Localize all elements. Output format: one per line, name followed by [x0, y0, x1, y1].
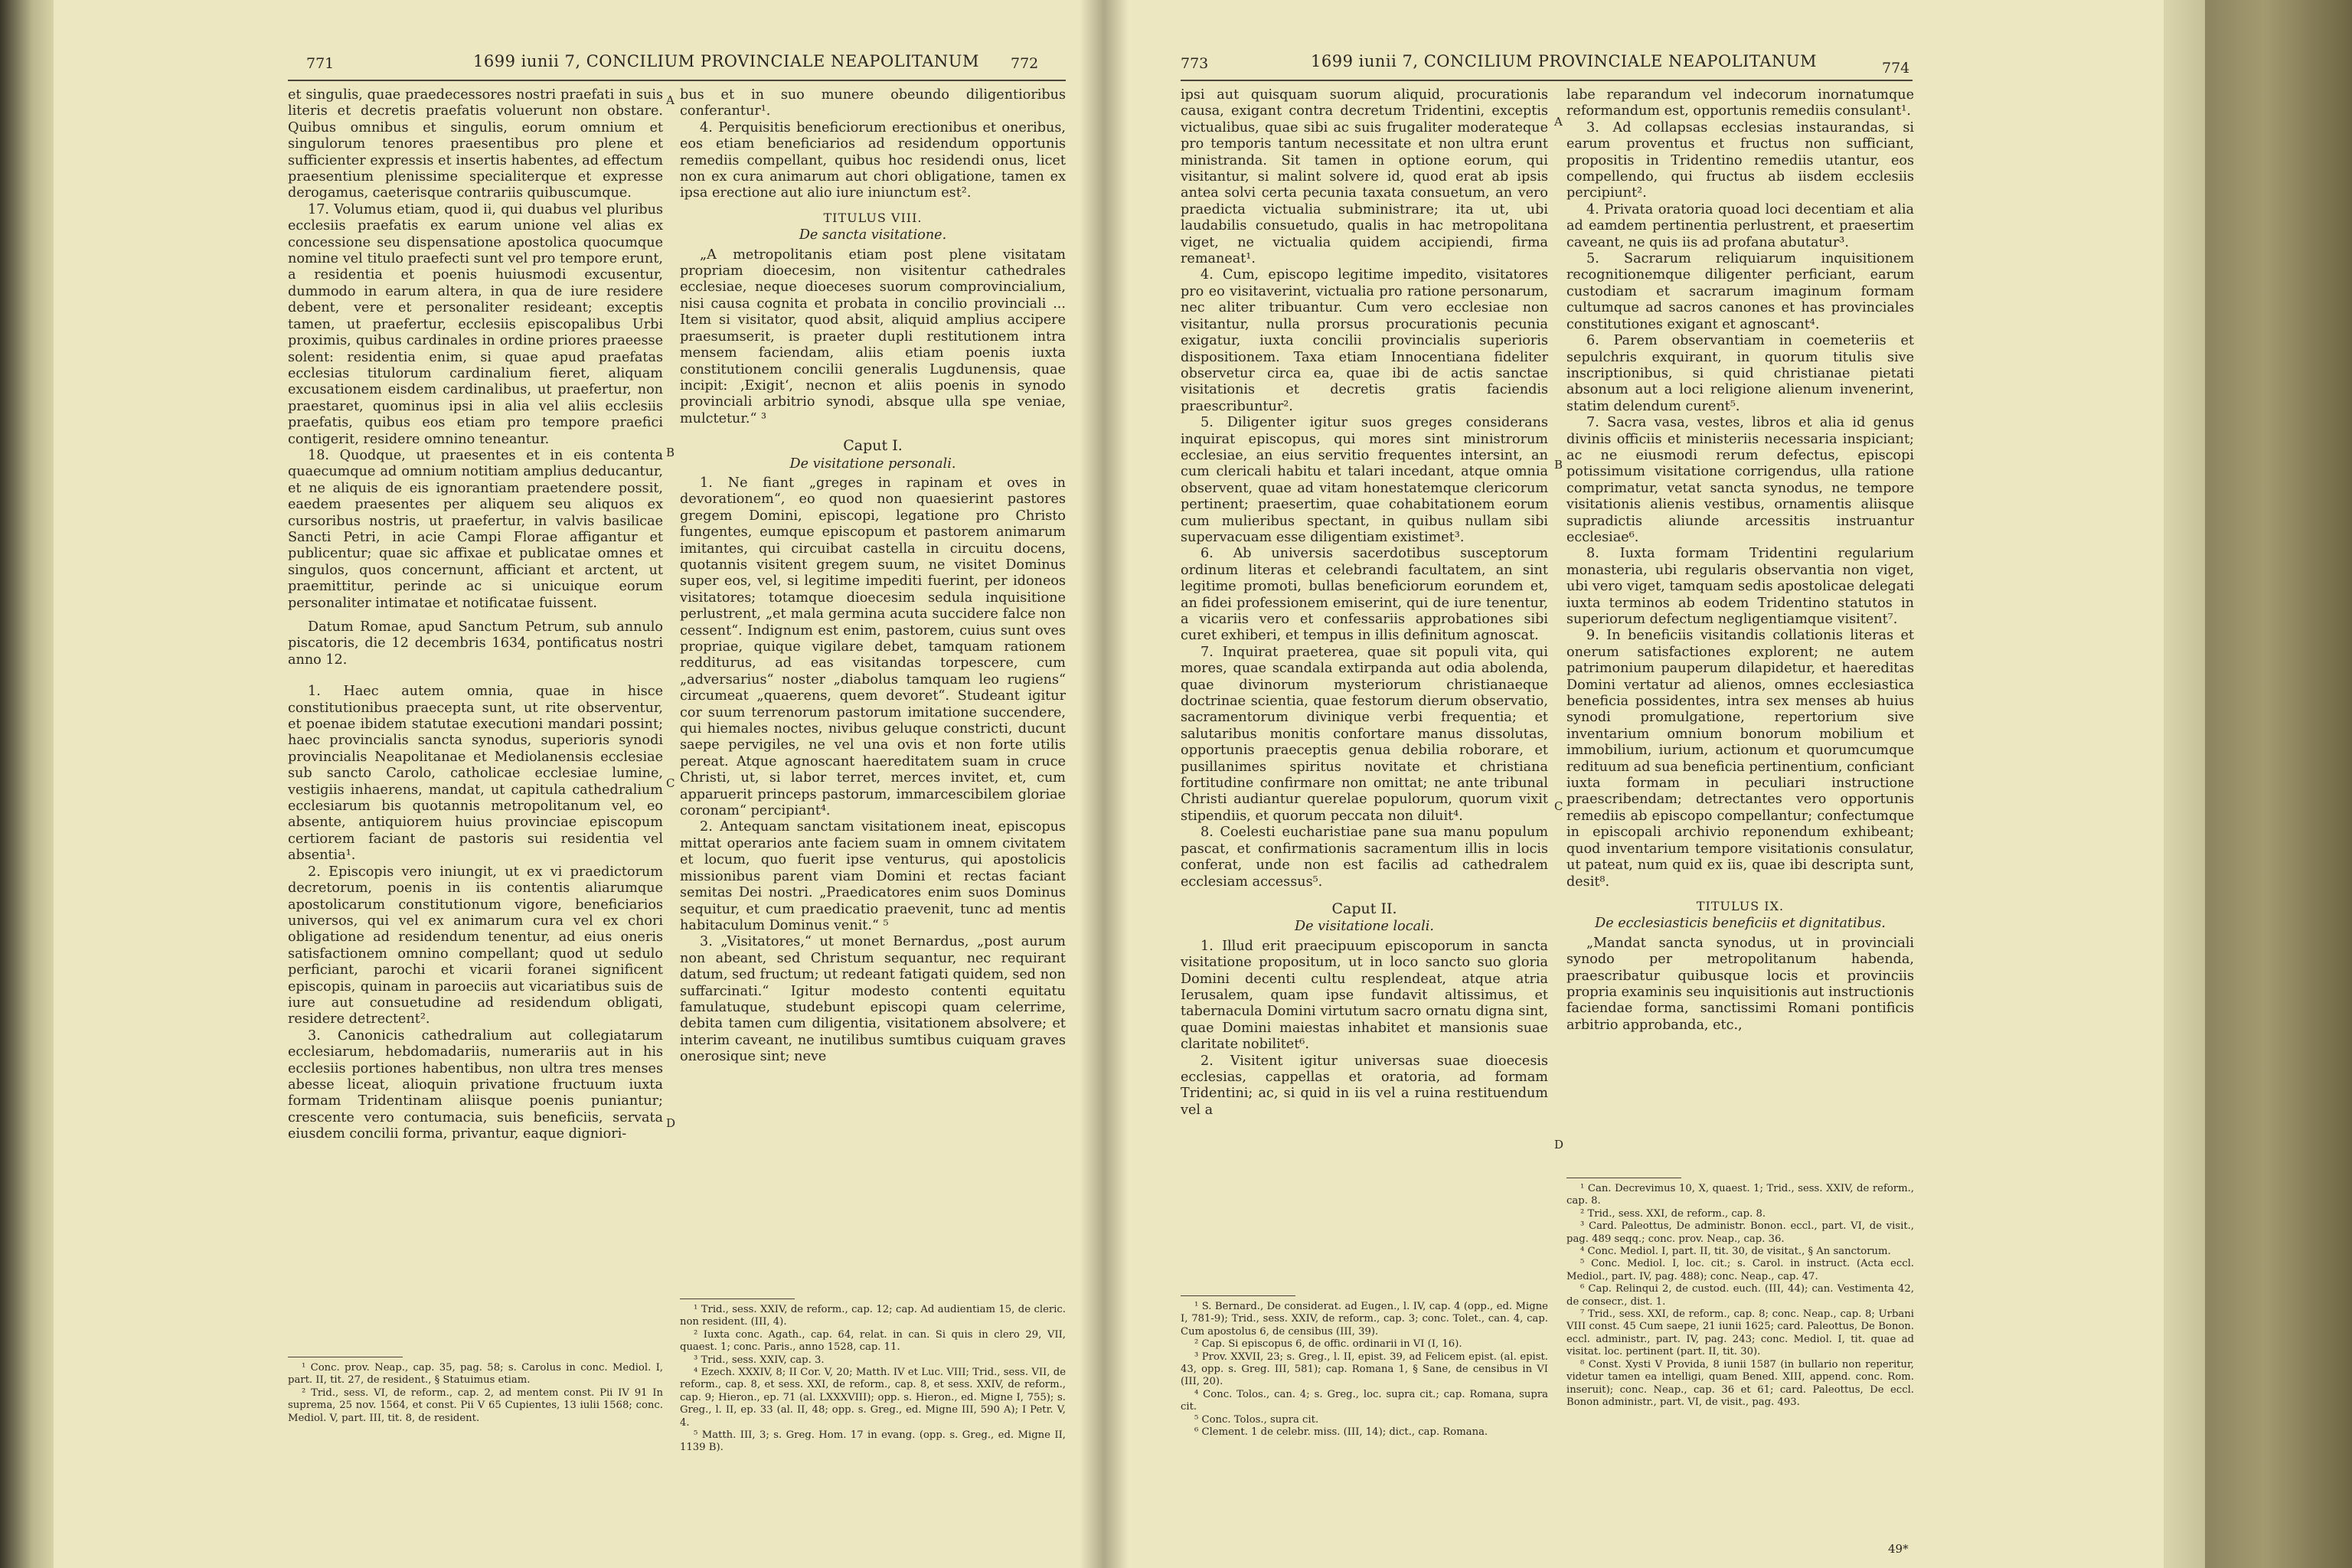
paragraph: 6. Parem observantiam in coemeteriis et sepulchris exquirant, in quorum titulis sive inscriptionibus, si quid christianae pietati absonum aut a loci religione alienum invenerint, statim delendum curent⁵. [1566, 333, 1914, 414]
paragraph: 7. Inquirat praeterea, quae sit populi vita, qui mores, quae scandala extirpanda aut odia abolenda, quae divinorum mysteriorum christianaeque doctrinae scientia, quae festorum dierum observatio, sacramentorum divinique verbi frequentia; et salutaribus monitis confortare manus dissolutas, opportunis praeceptis genua debilia roborare, et pusillanimes spiritus novitate et christiana fortitudine confirmare non omittat; ne ante tribunal Christi audiantur querelae populorum, quorum vixit stipendiis, et quorum peccata non diluit⁴. [1181, 644, 1548, 824]
margin-letter: D [1554, 1138, 1564, 1152]
paragraph: 2. Visitent igitur universas suae dioecesis ecclesias, cappellas et oratoria, ad formam Tridentini; ac, si quid in iis vel a ruina restituendum vel a [1181, 1053, 1548, 1118]
footnote: ¹ Conc. prov. Neap., cap. 35, pag. 58; s. Carolus in conc. Mediol. I, part. II, tit. 27, de resident., § Statuimus etiam. [288, 1362, 663, 1387]
chapter-subtitle: De visitatione personali. [789, 456, 956, 472]
paragraph: „Mandat sancta synodus, ut in provinciali synodo per metropolitanum habenda, praescribatur quibusque locis et provinciis propria examinis seu inquisitionis aut instructionis faciendae forma, sanctissimi Romani pontificis arbitrio approbanda, etc., [1566, 935, 1914, 1033]
paragraph: 6. Ab universis sacerdotibus susceptorum ordinum literas et celebrandi facultatem, an sint legitime promoti, bullas beneficiorum eorundem et, an fidei professionem emiserint, qui de iure tenentur, a vicariis vero et confessariis approbationes sibi curet exhiberi, et tempus in illis definitum agnoscat. [1181, 546, 1548, 644]
footnotes-left [1181, 1295, 1548, 1439]
margin-letter: C [1554, 799, 1563, 813]
paragraph: 9. In beneficiis visitandis collationis literas et onerum satisfactiones explorent; ne autem patrimonium pauperum dilapidetur, et haereditas Domini vertatur ad alienos, omnes ecclesiastica beneficia possidentes, intra sex menses ab huius synodi promulgatione, repertorium sive inventarium omnium bonorum mobilium et immobilium, iurium, actionum et quorumcumque redituum ad sua beneficia pertinentium, conficiant iuxta formam in peculiari instructione praescribendam; detrectantes vero opportunis remediis ab episcopo compellantur; confectumque in episcopali archivio reponendum exhibeant; quod inventarium tempore visitationis consulatur, ut pateat, num quid ex iis, quae ibi descripta sunt, desit⁸. [1566, 628, 1914, 890]
margin-letter: A [1554, 115, 1563, 129]
paragraph: et singulis, quae praedecessores nostri praefati in suis literis et decretis praefatis voluerunt non obstare. Quibus omnibus et singulis, eorum omnium et singulorum tenores praesentibus pro plene et sufficienter expressis et insertis habentes, ad effectum praesentium plenissime specialiterque et expresse derogamus, caeterisque contrariis quibuscumque. [288, 87, 663, 201]
footnote: ⁵ Conc. Tolos., supra cit. [1194, 1413, 1319, 1426]
footnote: ³ Trid., sess. XXIV, cap. 3. [694, 1354, 825, 1366]
book-gutter [1080, 0, 1129, 1568]
header-rule [1181, 80, 1913, 81]
footnote: ² Cap. Si episcopus 6, de offic. ordinarii in VI (I, 16). [1194, 1338, 1462, 1351]
column-right [1566, 87, 1914, 1034]
paragraph: 3. Canonicis cathedralium aut collegiatarum ecclesiarum, hebdomadariis, numerariis aut in his ecclesiis portiones habentibus, non ultra tres menses abesse liceat, alioquin privatione fructuum iuxta formam Tridentinam aliisque poenis puniantur; crescente vero contumacia, suis beneficiis, servata eiusdem concilii forma, privantur, eaque digniori- [288, 1027, 663, 1142]
paragraph: 3. Ad collapsas ecclesias instaurandas, si earum proventus et fructus non sufficiant, propositis in Tridentino remediis utantur, eos compellendo, qui fructus ab iisdem ecclesiis percipiunt². [1566, 119, 1914, 201]
footnote: ⁸ Const. Xysti V Provida, 8 iunii 1587 (in bullario non reperitur, videtur tamen ea intelligi, quam Bened. XIII, append. conc. Rom. inseruit); conc. Neap., cap. 36 et 61; card. Paleottus, De eccl. Bonon administr., part. VI, de visit., pag. 493. [1566, 1358, 1914, 1408]
footnotes-right [680, 1298, 1066, 1455]
paragraph: 1. Haec autem omnia, quae in hisce constitutionibus praecepta sunt, ut rite observentur, et poenae ibidem statutae executioni mandari possint; haec provincialis sancta synodus, superioris synodi provincialis Neapolitanae et Mediolanensis ecclesiae sub sancto Carolo, catholicae ecclesiae lumine, vestigiis inhaerens, mandat, ut capitula cathedralium ecclesiarum bis quotannis metropolitanum vel, eo absente, antiquiorem huius provinciae episcopum certiorem faciant de pastoris sui residentia vel absentia¹. [288, 684, 663, 864]
paragraph: 4. Cum, episcopo legitime impedito, visitatores pro eo visitaverint, victualia pro ratione personarum, nec aliter tribuantur. Cum vero ecclesiae non visitantur, nulla prorsus procurationis pecunia exigatur, iuxta concilii provincialis superioris dispositionem. Taxa etiam Innocentiana fideliter observetur circa ea, quae ibi de actis sanctae visitationis et decretis gratis faciendis praescribuntur². [1181, 267, 1548, 414]
footnote: ⁶ Cap. Relinqui 2, de custod. euch. (III, 44); can. Vestimenta 42, de consecr., dist. 1. [1566, 1283, 1914, 1308]
paragraph: 2. Episcopis vero iniungit, ut ex vi praedictorum decretorum, poenis in iis contentis aliarumque apostolicarum constitutionum vigore, beneficiarios universos, qui vel ex animarum cura vel ex chori obligatione ad residendum tenentur, ad eius oneris satisfactionem omnino compellant; quod ut sedulo perficiant, parochi et vicarii foranei significent episcopis, quinam in paroeciis aut vicariatibus suis de iure aut consuetudine ad residendum obligati, residere detrectent². [288, 864, 663, 1027]
footnote: ² Trid., sess. XXI, de reform., cap. 8. [1580, 1207, 1766, 1220]
paragraph: 17. Volumus etiam, quod ii, qui duabus vel pluribus ecclesiis praefatis ex earum unione vel alias ex concessione seu dispensatione apostolica quocumque nomine vel titulo praefecti sunt vel pro tempore erunt, a residentia et poenis huiusmodi excusentur, dummodo in earum altera, in qua de iure residere debent, vere et personaliter resideant; exceptis tamen, ut praefertur, ecclesiis episcopalibus Urbi proximis, quibus cardinales in ordine priores praeesse solent: residentia enim, si quae apud praefatas ecclesias titulorum cardinalium fieret, aliquam excusationem eisdem cardinalibus, ut praefertur, non praestaret, quominus ipsi in alia vel aliis ecclesiis praefatis, quibus eos etiam pro tempore praefici contigerit, residere omnino teneantur. [288, 201, 663, 447]
paragraph: 8. Coelesti eucharistiae pane sua manu populum pascat, et confirmationis sacramentum illis in locis conferat, unde non est facilis ad cathedralem ecclesiam accessus⁵. [1181, 825, 1548, 890]
footnote: ⁵ Conc. Mediol. I, loc. cit.; s. Carol. in instruct. (Acta eccl. Mediol., part. IV, pag. 488); conc. Neap., cap. 47. [1566, 1258, 1914, 1282]
book-edge-left [0, 0, 54, 1568]
paragraph: 1. Illud erit praecipuum episcoporum in sancta visitatione propositum, ut in loco sancto suo gloria Domini decenti cultu resplendeat, atque atria Ierusalem, quam ipse fundavit altissimus, et tabernacula Domini virtutum sacro ornatu digna sint, quae Domini maiestas inhabitet et mansionis suae claritate nobilitet⁶. [1181, 938, 1548, 1053]
margin-letter: B [1554, 458, 1563, 472]
paragraph: bus et in suo munere obeundo diligentioribus conferantur¹. [680, 87, 1066, 119]
paragraph: 8. Iuxta formam Tridentini regularium monasteria, ubi regularis observantia non viget, ubi vero viget, tamquam sedis apostolicae delegati iuxta terminos ab eodem Tridentino statutos in superiorum defectum negligentiamque visitent⁷. [1566, 546, 1914, 627]
margin-letter: D [666, 1116, 676, 1130]
right-page [1104, 0, 2164, 1568]
page-number: 771 [306, 55, 335, 72]
footnote: ⁶ Clement. 1 de celebr. miss. (III, 14); dict., cap. Romana. [1194, 1426, 1488, 1439]
chapter-title: Caput I. [843, 437, 903, 455]
footnote: ¹ Can. Decrevimus 10, X, quaest. 1; Trid., sess. XXIV, de reform., cap. 8. [1566, 1183, 1914, 1207]
column-left [288, 87, 663, 1143]
paragraph: 4. Privata oratoria quoad loci decentiam et alia ad eamdem pertinentia perlustrent, et praesertim caveant, ne quis iis ad profana abutatur³. [1566, 201, 1914, 250]
header-rule [288, 80, 1066, 81]
footnote: ² Iuxta conc. Agath., cap. 64, relat. in can. Si quis in clero 29, VII, quaest. 1; conc. Paris., anno 1528, cap. 11. [680, 1328, 1066, 1354]
footnote: ³ Prov. XXVII, 23; s. Greg., l. II, epist. 39, ad Felicem epist. (al. epist. 43, opp. s. Greg. III, 581); cap. Romana 1, § Sane, de censibus in VI (III, 20). [1181, 1351, 1548, 1388]
paragraph: 5. Diligenter igitur suos greges considerans inquirat episcopus, qui mores sint ministrorum ecclesiae, an eius servitio frequentes intersint, an cum clericali habitu et talari incedant, atque omnia observent, quae ad vitam honestatemque clericorum pertinent; praesertim, quae cohabitationem eorum cum mulieribus spectant, in quibus nullam sibi supervacuam esse diligentiam existimet³. [1181, 415, 1548, 545]
footnote: ² Trid., sess. VI, de reform., cap. 2, ad mentem const. Pii IV 91 In suprema, 25 nov. 1564, et const. Pii V 65 Cupientes, 13 iulii 1568; conc. Mediol. V, part. III, tit. 8, de resident. [288, 1387, 663, 1424]
page-number: 773 [1181, 55, 1209, 72]
margin-letter: C [666, 776, 675, 790]
paragraph: 3. „Visitatores,“ ut monet Bernardus, „post aurum non abeant, sed Christum sequantur, nec requirant datum, sed fructum; ut redeant fatigati quidem, sed non suffarcinati.“ Igitur modesto contenti equitatu famulatuque, studebunt episcopi quam celerrime, debita tamen cum diligentia, visitationem absolvere; et interim caveant, ne inutilibus sumtibus cuiquam graves onerosique sint; neve [680, 934, 1066, 1065]
footnote: ⁴ Conc. Tolos., can. 4; s. Greg., loc. supra cit.; cap. Romana, supra cit. [1181, 1388, 1548, 1413]
footnotes-left [288, 1357, 663, 1425]
paragraph: 4. Perquisitis beneficiorum erectionibus et oneribus, eos etiam beneficiarios ad residendum opportunis remediis compellant, quibus hoc residendi onus, licet non ex cura animarum aut chori obligatione, tamen ex ipsa erectione aut alio iure iniunctum est². [680, 119, 1066, 201]
running-head: 1699 iunii 7, CONCILIUM PROVINCIALE NEAPOLITANUM [473, 52, 980, 70]
left-page [54, 0, 1104, 1568]
footnote: ⁴ Ezech. XXXIV, 8; II Cor. V, 20; Matth. IV et Luc. VIII; Trid., sess. VII, de reform., cap. 8, et sess. XXI, de reform., cap. 8, et sess. XXIV, de reform., cap. 9; Hieron., ep. 71 (al. LXXXVIII); opp. s. Hieron., ed. Migne I, 755); s. Greg., l. II, ep. 33 (al. II, 48; opp. s. Greg., ed. Migne III, 590 A); I Petr. V, 4. [680, 1367, 1066, 1429]
section-title: TITULUS IX. [1696, 898, 1785, 913]
paragraph: 18. Quodque, ut praesentes et in eis contenta quaecumque ad omnium notitiam amplius deducantur, et ne aliquis de eis ignorantiam praetendere possit, eaedem praesentes per aliquem seu aliquos ex cursoribus nostris, ut praefertur, in valvis basilicae Sancti Petri, in acie Campi Florae affigantur et publicentur; quae sic affixae et publicatae omnes et singulos, quos concernunt, afficiant et arctent, ut praemittitur, perinde ac si unicuique eorum personaliter intimatae et notificatae fuissent. [288, 447, 663, 611]
paragraph: 7. Sacra vasa, vestes, libros et alia id genus divinis officiis et ministeriis necessaria inspiciant; ac ne eiusmodi rerum defectus, episcopi potissimum visitatione corrigendus, ulla ratione comprimatur, vetat sancta synodus, ne tempore visitationis alienis vestibus, ornamentis aliisque supradictis aliunde arcessitis instruantur ecclesiae⁶. [1566, 415, 1914, 545]
footnote: ¹ Trid., sess. XXIV, de reform., cap. 12; cap. Ad audientiam 15, de cleric. non resident. (III, 4). [680, 1304, 1066, 1328]
chapter-subtitle: De visitatione locali. [1295, 919, 1434, 935]
footnote: ¹ S. Bernard., De considerat. ad Eugen., l. IV, cap. 4 (opp., ed. Migne I, 781-9); Trid., sess. XXIV, de reform., cap. 3; conc. Tolet., can. 4, cap. Cum apostolus 6, de censibus (III, 39). [1181, 1301, 1548, 1338]
page-number: 774 [1882, 60, 1910, 77]
background-cloth [2205, 0, 2352, 1568]
paragraph: labe reparandum vel indecorum inornatumque reformandum est, opportunis remediis consulant¹. [1566, 87, 1914, 119]
footnote: ⁴ Conc. Mediol. I, part. II, tit. 30, de visitat., § An sanctorum. [1580, 1246, 1891, 1258]
footnote: ⁵ Matth. III, 3; s. Greg. Hom. 17 in evang. (opp. s. Greg., ed. Migne II, 1139 B). [680, 1429, 1066, 1454]
section-subtitle: De ecclesiasticis beneficiis et dignitatibus. [1595, 916, 1886, 932]
section-title: TITULUS VIII. [823, 210, 923, 225]
footnotes-right [1566, 1178, 1914, 1409]
paragraph: 2. Antequam sanctam visitationem ineat, episcopus mittat operarios ante faciem suam in omnem civitatem et locum, quo fuerit ipse venturus, qui apostolicis missionibus parent viam Domini et rectas faciant semitas Dei nostri. „Praedicatores enim suos Dominus sequitur, et cum praedicatio praevenit, tunc ad mentis habitaculum Dominus venit.“ ⁵ [680, 819, 1066, 933]
folio-signature: 49* [1888, 1542, 1909, 1556]
paragraph: „A metropolitanis etiam post plene visitatam propriam dioecesim, non visitentur cathedrales ecclesiae, neque dioeceses suorum comprovincialium, nisi causa cognita et probata in concilio provinciali ... Item si visitator, quod absit, aliquid amplius accipere praesumserit, is praeter dupli restitutionem intra mensem faciendam, aliis etiam poenis iuxta constitutionem concilii generalis Lugdunensis, quae incipit: ‚Exigit‘, necnon et aliis poenis in synodo provinciali arbitrio synodi, absque ulla spe veniae, mulctetur.“ ³ [680, 247, 1066, 426]
paragraph: 5. Sacrarum reliquiarum inquisitionem recognitionemque diligenter perficiant, earum custodiam et sacrarum imaginum formam cultumque ad sacros canones et has provinciales constitutiones exigant et agnoscant⁴. [1566, 251, 1914, 332]
footnote: ⁷ Trid., sess. XXI, de reform., cap. 8; conc. Neap., cap. 8; Urbani VIII const. 45 Cum saepe, 21 iunii 1625; card. Paleottus, De Bonon. eccl. administr., part. IV, pag. 243; conc. Mediol. I, tit. quae ad visitat. loc. pertinent (part. II, tit. 30). [1566, 1308, 1914, 1358]
page-number: 772 [1011, 55, 1039, 72]
margin-letter: A [666, 93, 675, 107]
paragraph: Datum Romae, apud Sanctum Petrum, sub annulo piscatoris, die 12 decembris 1634, pontificatus nostri anno 12. [288, 619, 663, 668]
column-right [680, 87, 1066, 1066]
footnote: ³ Card. Paleottus, De administr. Bonon. eccl., part. VI, de visit., pag. 489 seqq.; conc. prov. Neap., cap. 36. [1566, 1220, 1914, 1245]
margin-letter: B [666, 446, 675, 459]
section-subtitle: De sancta visitatione. [799, 227, 947, 243]
chapter-title: Caput II. [1331, 900, 1397, 917]
paragraph: 1. Ne fiant „greges in rapinam et oves in devorationem“, eo quod non quaesierint pastores gregem Domini, episcopi, legatione pro Christo fungentes, eumque episcopum et pastorem animarum imitantes, qui circuibat castella in circuitu docens, quotannis visitent gregem suum, ne visitet Dominus super eos, vel, si legitime impediti fuerint, per idoneos visitatores; totamque dioecesim sedula inquisitione perlustrent, „et mala germina acuta succidere falce non cessent“. Indignum est enim, pastorem, cuius sunt oves propriae, quique vigilare debet, tamquam rationem redditurus, ad eas visitandas torpescere, cum „adversarius“ noster „diabolus tamquam leo rugiens“ circumeat „quaerens, quem devoret“. Studeant igitur cor suum terrenorum pastorum imitatione succendere, qui hiemales noctes, nivibus geluque constricti, ducunt saepe pervigiles, ne vel una ovis et non forte utilis pereat. Atque agnoscant haereditatem suam in cruce Christi, ut, si labor terret, merces invitet, et, cum apparuerit princeps pastorum, immarcescibilem gloriae coronam“ percipiant⁴. [680, 475, 1066, 819]
paragraph: ipsi aut quisquam suorum aliquid, procurationis causa, exigant contra decretum Tridentini, exceptis victualibus, quae sibi ac suis frugaliter moderateque pro temporis tantum necessitate et non ultra erunt ministranda. Sit tamen in optione eorum, qui visitantur, si malint solvere id, quod erat ab ipsis antea solvi certa pecunia taxata consuetum, an vero praedicta victualia subministrare; ita ut, ubi laudabilis consuetudo, qualis in hac metropolitana viget, ne victualia quidem accipiendi, firma remaneat¹. [1181, 87, 1548, 267]
running-head: 1699 iunii 7, CONCILIUM PROVINCIALE NEAPOLITANUM [1311, 52, 1818, 70]
column-left [1181, 87, 1548, 1119]
